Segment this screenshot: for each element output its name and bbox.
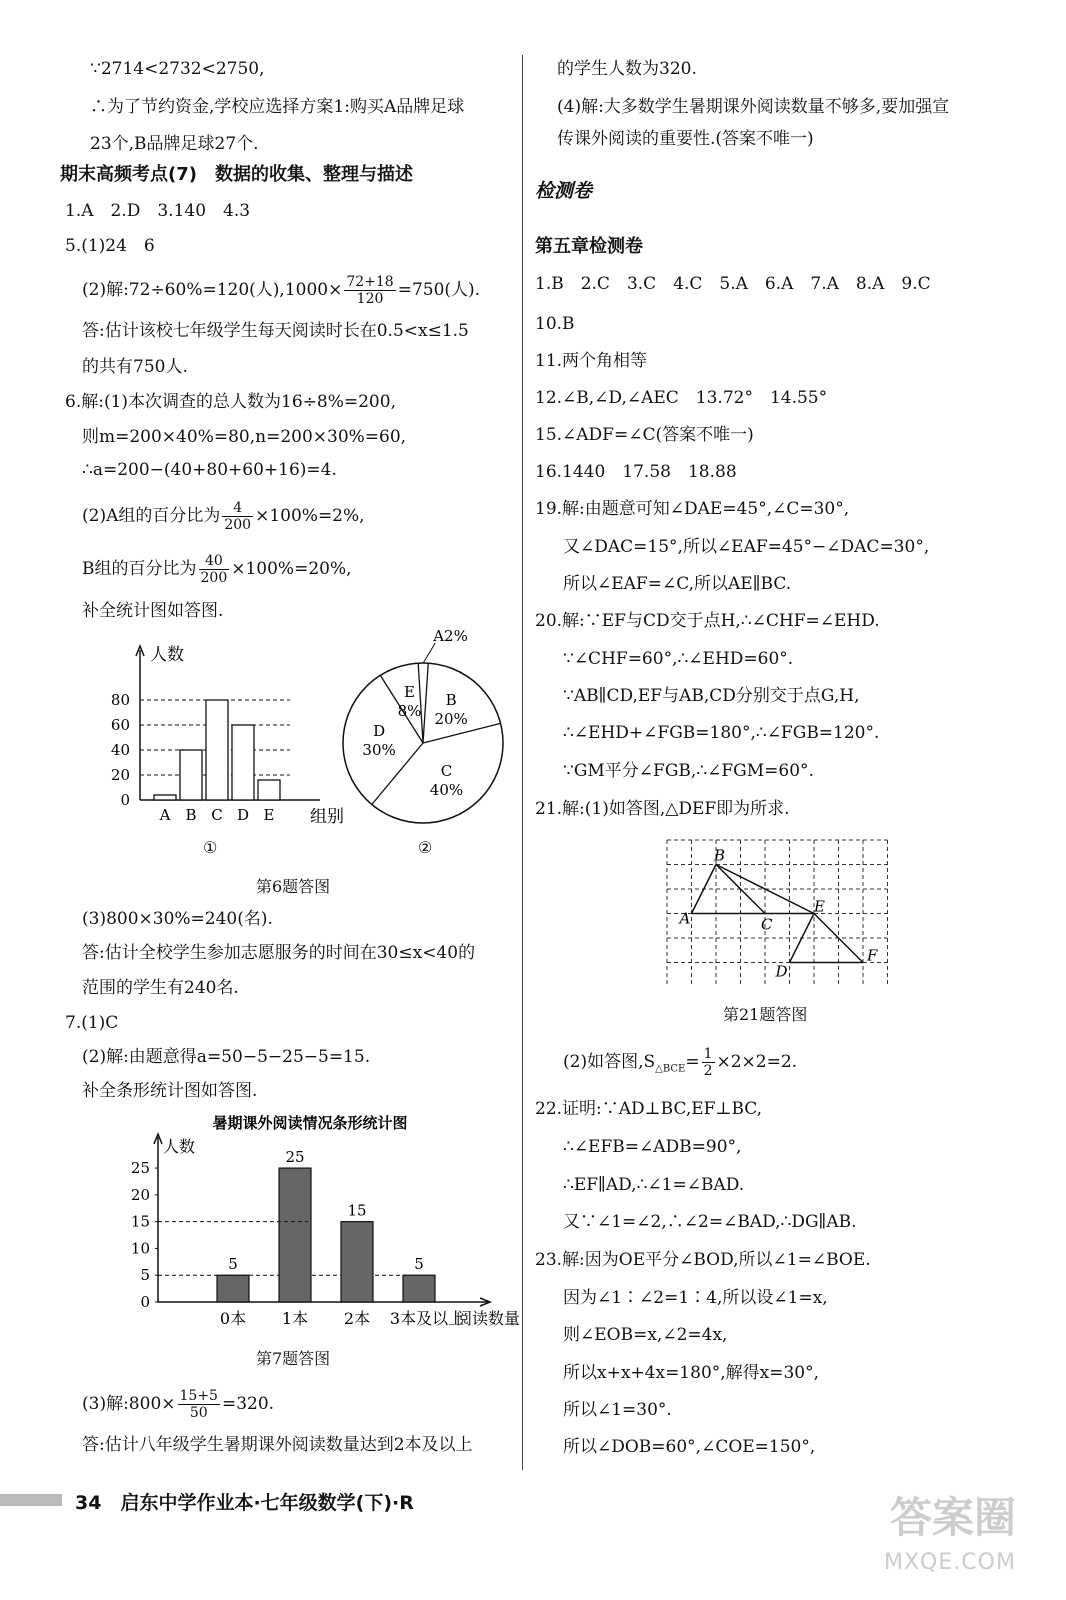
x-tick-label: B	[185, 806, 197, 824]
text-line: 5.(1)24 6	[65, 236, 155, 256]
text-line: 16.1440 17.58 18.88	[535, 462, 737, 482]
text-span: ×100%=2%,	[255, 506, 365, 526]
bar	[279, 1168, 311, 1302]
text-line: 的学生人数为320.	[557, 59, 697, 79]
pie-label: D	[373, 722, 386, 741]
bar	[341, 1222, 373, 1302]
text-line: ∵2714<2732<2750,	[90, 59, 265, 79]
bar	[232, 725, 254, 800]
x-tick-label: 1本	[281, 1309, 309, 1328]
point-label: F	[867, 946, 878, 965]
y-axis-label: 人数	[150, 645, 184, 665]
y-tick-label: 0	[140, 1293, 150, 1311]
point-label: B	[714, 846, 726, 865]
text-line: 所以∠DOB=60°,∠COE=150°,	[563, 1437, 816, 1457]
fig6-bar-chart	[85, 640, 355, 840]
text-line	[82, 1388, 274, 1421]
y-tick-label: 0	[120, 791, 130, 809]
text-line: ∴为了节约资金,学校应选择方案1:购买A品牌足球	[90, 97, 465, 117]
text-line: 23.解:因为OE平分∠BOD,所以∠1=∠BOE.	[535, 1250, 871, 1270]
bar	[154, 795, 176, 800]
fraction-numerator: 72+18	[346, 274, 394, 290]
pie-percent-label: 30%	[362, 741, 396, 760]
text-line	[82, 553, 352, 586]
x-tick-label: 0本	[219, 1309, 247, 1328]
pie-leader-line	[423, 643, 435, 663]
text-line: (4)解:大多数学生暑期课外阅读数量不够多,要加强宣	[557, 97, 950, 117]
text-line: ∵GM平分∠FGB,∴∠FGM=60°.	[563, 761, 814, 781]
text-span: =	[685, 1052, 700, 1072]
text-line: 补全统计图如答图.	[82, 601, 224, 621]
data-label: 5	[228, 1255, 238, 1274]
watermark-bottom: MXQE.COM	[884, 1550, 1016, 1575]
text-span: ×100%=20%,	[231, 559, 352, 579]
data-label: 15	[347, 1201, 367, 1220]
y-tick-label: 20	[110, 766, 130, 784]
y-tick-label: 20	[130, 1185, 150, 1204]
fraction-numerator: 4	[222, 500, 253, 517]
text-line: 又∵∠1=∠2,∴∠2=∠BAD,∴DG∥AB.	[563, 1212, 857, 1232]
text-line: 答:估计八年级学生暑期课外阅读数量达到2本及以上	[82, 1435, 473, 1455]
text-span: B组的百分比为	[82, 559, 197, 579]
pie-percent-label: 40%	[429, 781, 464, 800]
pie6-plot	[343, 628, 503, 823]
text-span: (2)如答图,S	[563, 1052, 656, 1072]
x-tick-label: E	[263, 806, 275, 824]
text-span: (3)解:800×	[82, 1394, 176, 1414]
y-tick-label: 25	[130, 1159, 150, 1178]
text-line: 20.解:∵EF与CD交于点H,∴∠CHF=∠EHD.	[535, 611, 880, 631]
pie-label: C	[440, 762, 453, 781]
x-tick-label: D	[236, 806, 250, 824]
fig6-pie-chart	[338, 628, 518, 828]
subscript: △BCE	[655, 1063, 686, 1075]
text-line: 传课外阅读的重要性.(答案不唯一)	[557, 129, 814, 149]
y-tick-label: 60	[110, 716, 130, 734]
text-line: 22.证明:∵AD⊥BC,EF⊥BC,	[535, 1099, 763, 1119]
text-line: ∵∠CHF=60°,∴∠EHD=60°.	[563, 649, 794, 669]
text-span: (2)解:72÷60%=120(人),1000×	[82, 280, 343, 300]
pie-label: A2%	[433, 628, 468, 646]
pie-percent-label: 20%	[434, 710, 468, 729]
point-label: C	[761, 915, 773, 934]
fig6-caption: 第6题答图	[256, 877, 331, 896]
section-title: 检测卷	[535, 180, 593, 202]
text-line	[82, 274, 480, 307]
x-tick-label: 2本	[343, 1309, 371, 1328]
text-line: 答:估计全校学生参加志愿服务的时间在30≤x<40的	[82, 943, 476, 963]
bar	[403, 1275, 435, 1302]
text-line: 23个,B品牌足球27个.	[90, 134, 259, 154]
section-heading: 期末高频考点(7) 数据的收集、整理与描述	[60, 164, 413, 185]
fig21-grid-figure	[663, 836, 893, 986]
fraction-numerator: 40	[199, 553, 230, 570]
y-axis-label: 人数	[163, 1137, 196, 1156]
fraction-denominator: 120	[356, 291, 384, 307]
text-line: 所以x+x+4x=180°,解得x=30°,	[563, 1363, 820, 1383]
text-line: 11.两个角相等	[535, 351, 648, 371]
x-tick-label: 3本及以上	[389, 1309, 465, 1328]
text-line: 范围的学生有240名.	[82, 978, 239, 998]
bar	[206, 700, 228, 800]
text-line	[563, 1046, 797, 1080]
point-label: E	[814, 897, 825, 916]
text-line: 21.解:(1)如答图,△DEF即为所求.	[535, 799, 790, 819]
fraction-denominator: 2	[703, 1063, 713, 1079]
text-span: ×2×2=2.	[716, 1052, 798, 1072]
bar	[180, 750, 202, 800]
text-line: (2)解:由题意得a=50−5−25−5=15.	[82, 1047, 371, 1067]
column-divider	[522, 55, 523, 1470]
fraction-denominator: 200	[200, 570, 228, 586]
fraction	[344, 274, 395, 307]
y-tick-label: 15	[130, 1212, 150, 1231]
fig6-pie-caption: ②	[418, 838, 433, 857]
pie-percent-label: 8%	[397, 702, 422, 721]
fraction	[702, 1046, 715, 1079]
text-line: ∴a=200−(40+80+60+16)=4.	[82, 460, 337, 480]
point-label: D	[775, 962, 788, 981]
fig7-caption: 第7题答图	[256, 1349, 331, 1368]
bar	[217, 1275, 249, 1302]
fraction	[178, 1388, 220, 1421]
text-line: 补全条形统计图如答图.	[82, 1081, 258, 1101]
text-line: 则m=200×40%=80,n=200×30%=60,	[82, 427, 407, 447]
fraction	[199, 553, 230, 586]
y-tick-label: 80	[110, 691, 130, 709]
bar7-plot	[131, 1114, 520, 1328]
text-line: ∴∠EFB=∠ADB=90°,	[563, 1137, 742, 1157]
text-line: 则∠EOB=x,∠2=4x,	[563, 1325, 728, 1345]
fraction-numerator: 1	[703, 1046, 713, 1062]
text-span: (2)A组的百分比为	[82, 506, 221, 526]
chart-title: 暑期课外阅读情况条形统计图	[212, 1114, 408, 1132]
pie-label: B	[445, 691, 457, 710]
y-tick-label: 10	[130, 1239, 150, 1258]
text-span: =320.	[221, 1394, 275, 1414]
bar6-plot	[111, 645, 344, 827]
text-line: 所以∠1=30°.	[563, 1400, 672, 1420]
fraction-denominator: 50	[189, 1405, 208, 1421]
text-line: ∴EF∥AD,∴∠1=∠BAD.	[563, 1175, 745, 1195]
fig21-caption: 第21题答图	[723, 1005, 808, 1024]
x-tick-label: A	[159, 806, 171, 824]
text-line: 的共有750人.	[82, 357, 188, 377]
watermark-top: 答案圈	[890, 1493, 1017, 1542]
text-line: (3)800×30%=240(名).	[82, 909, 273, 929]
watermark-logo	[880, 1480, 1040, 1590]
point-label: A	[679, 909, 691, 928]
fig7-bar-chart	[90, 1112, 530, 1337]
text-line: 7.(1)C	[65, 1013, 119, 1033]
text-line: 因为∠1∶∠2=1∶4,所以设∠1=x,	[563, 1288, 828, 1308]
pie-label: E	[404, 683, 415, 702]
chapter-heading: 第五章检测卷	[535, 236, 643, 257]
grid21-plot	[667, 840, 888, 986]
text-line: 所以∠EAF=∠C,所以AE∥BC.	[563, 574, 792, 594]
data-label: 25	[285, 1148, 305, 1167]
footer-text: 34 启东中学作业本·七年级数学(下)·R	[75, 1492, 414, 1514]
x-tick-label: C	[211, 806, 223, 824]
text-line: 1.A 2.D 3.140 4.3	[65, 201, 251, 221]
text-line: 10.B	[535, 314, 575, 334]
y-tick-label: 5	[140, 1266, 150, 1285]
fig6-bar-caption: ①	[203, 838, 218, 857]
text-line: ∴∠EHD+∠FGB=180°,∴∠FGB=120°.	[563, 723, 880, 743]
text-line: 又∠DAC=15°,所以∠EAF=45°−∠DAC=30°,	[563, 537, 930, 557]
y-tick-label: 40	[110, 741, 130, 759]
fraction	[222, 500, 253, 533]
text-line: 12.∠B,∠D,∠AEC 13.72° 14.55°	[535, 388, 828, 408]
x-axis-label: 组别	[310, 807, 344, 827]
text-line: 答:估计该校七年级学生每天阅读时长在0.5<x≤1.5	[82, 321, 469, 341]
text-line: 15.∠ADF=∠C(答案不唯一)	[535, 425, 754, 445]
footer-bar	[0, 1494, 62, 1506]
text-line: ∵AB∥CD,EF与AB,CD分别交于点G,H,	[563, 686, 860, 706]
text-span: =750(人).	[397, 280, 481, 300]
text-line: 19.解:由题意可知∠DAE=45°,∠C=30°,	[535, 499, 850, 519]
fraction-numerator: 15+5	[179, 1388, 218, 1404]
fraction-denominator: 200	[224, 517, 252, 533]
x-axis-label: 阅读数量	[455, 1309, 521, 1328]
data-label: 5	[414, 1255, 424, 1274]
text-line: 1.B 2.C 3.C 4.C 5.A 6.A 7.A 8.A 9.C	[535, 274, 931, 294]
text-line	[82, 500, 365, 533]
bar	[258, 780, 280, 800]
text-line: 6.解:(1)本次调查的总人数为16÷8%=200,	[65, 392, 396, 412]
